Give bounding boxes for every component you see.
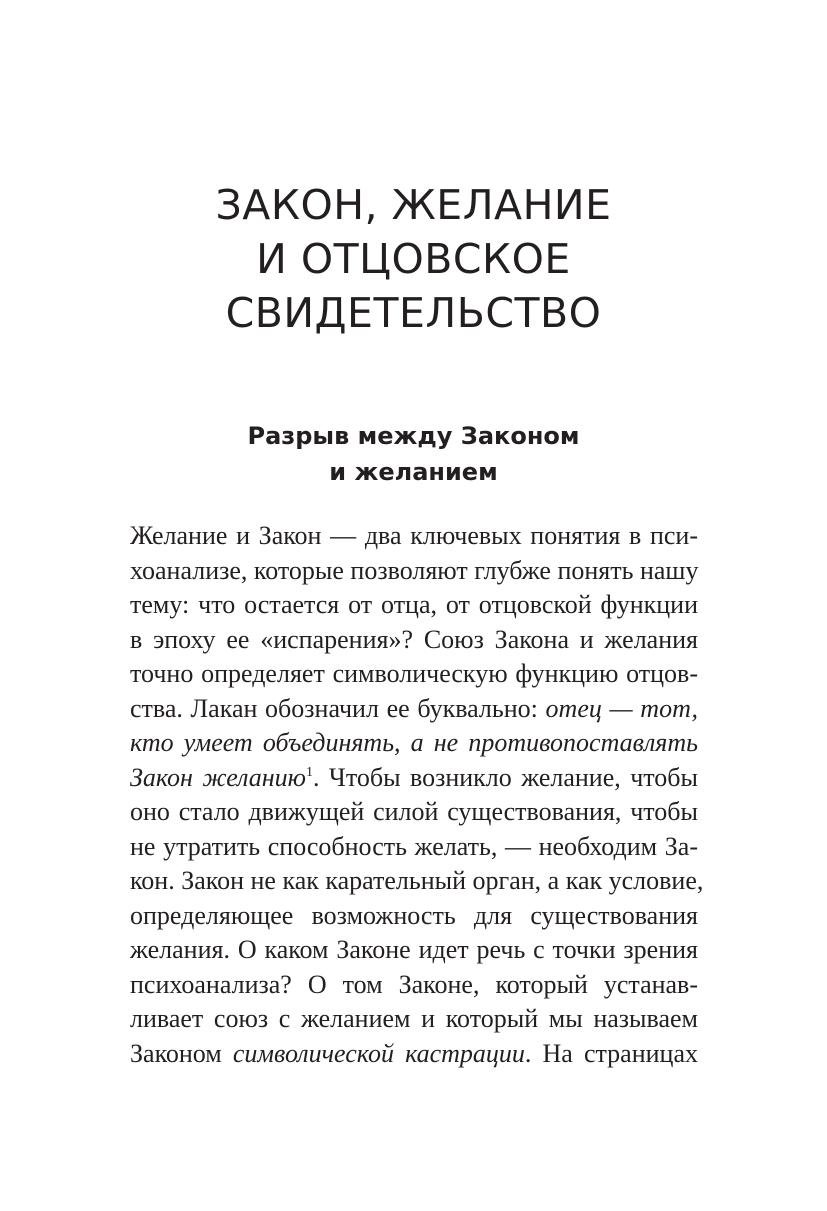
text-run: Законом — [130, 1038, 233, 1068]
text-run: ства. Лакан обозначил ее буквально: — [130, 693, 546, 723]
italic-quote: Закон желанию — [130, 762, 306, 792]
text-line: точно определяет символическую функцию отцов- — [130, 659, 698, 688]
text-line — [130, 761, 698, 796]
chapter-title — [0, 178, 827, 340]
text-line: Желание и Закон — два ключевых понятия в пси- — [130, 521, 698, 550]
text-line: желания. О каком Законе идет речь с точки зрения — [130, 935, 698, 964]
footnote-marker[interactable]: 1 — [306, 764, 313, 780]
text-line: хоанализе, которые позволяют глубже понять нашу — [130, 555, 699, 585]
text-line — [130, 692, 698, 727]
italic-term: символической кастрации — [232, 1038, 525, 1068]
text-line: ливает союз с желанием и который мы называем — [130, 1004, 698, 1033]
section-title — [0, 418, 827, 490]
text-line: кон. Закон не как карательный орган, а как условие, — [130, 866, 704, 895]
chapter-title-line: И ОТЦОВСКОЕ — [256, 235, 571, 283]
text-line: не утратить способность желать, — необходим За- — [130, 831, 698, 861]
text-line: в эпоху ее «испарения»? Союз Закона и желания — [130, 624, 698, 654]
chapter-title-line: ЗАКОН, ЖЕЛАНИЕ — [215, 181, 612, 229]
chapter-title-line: СВИДЕТЕЛЬСТВО — [225, 289, 602, 337]
body-paragraph — [130, 519, 704, 1071]
text-run: . На страницах — [524, 1038, 698, 1068]
text-run: . Чтобы возникло желание, чтобы — [313, 762, 698, 792]
section-title-line: и желанием — [329, 458, 498, 486]
italic-quote: кто умеет объединять, а не противопоставлять — [130, 728, 698, 757]
text-line: психоанализа? О том Законе, который устанав- — [130, 969, 698, 999]
text-line — [130, 1037, 698, 1072]
text-line: тему: что остается от отца, от отцовской функции — [130, 590, 698, 619]
italic-quote: отец — тот, — [545, 693, 698, 723]
section-title-line: Разрыв между Законом — [247, 422, 580, 450]
text-line: оно стало движущей силой существования, чтобы — [130, 797, 698, 826]
text-line: определяющее возможность для существования — [130, 900, 698, 930]
text-line — [130, 726, 698, 761]
